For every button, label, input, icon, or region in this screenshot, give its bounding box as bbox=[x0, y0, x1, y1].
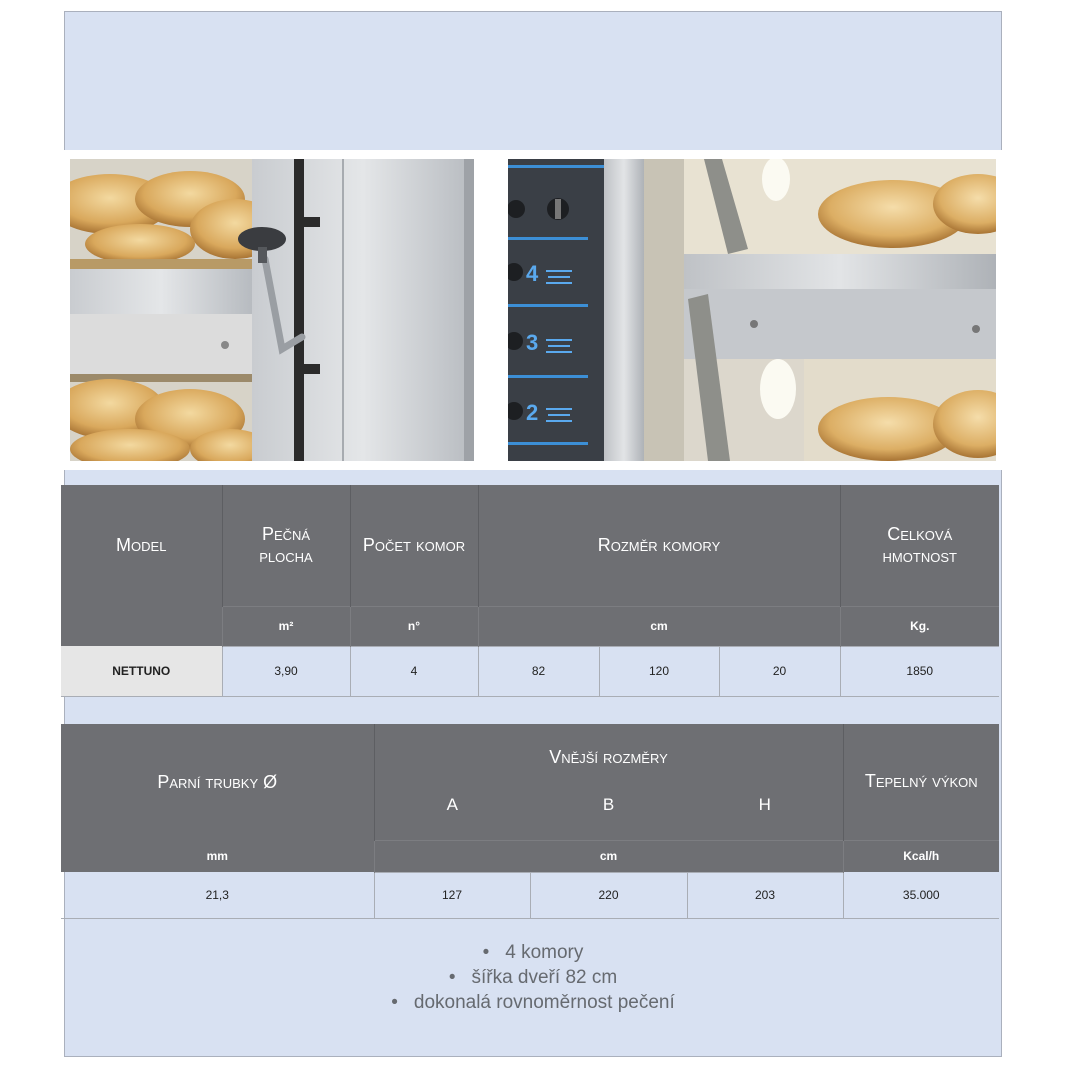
cell-dim-h: 203 bbox=[687, 872, 843, 918]
header-thermal-output: Tepelný výkon bbox=[843, 724, 999, 840]
unit-outer-dims: cm bbox=[374, 840, 843, 872]
header-dim-b: B bbox=[530, 770, 687, 840]
feature-item: • šířka dveří 82 cm bbox=[64, 965, 1002, 990]
cell-dim-b: 220 bbox=[530, 872, 687, 918]
cell-chamber-width: 82 bbox=[478, 646, 599, 696]
header-baking-area: Pečná plocha bbox=[222, 485, 350, 606]
cell-dim-a: 127 bbox=[374, 872, 530, 918]
header-steam-pipes: Parní trubky Ø bbox=[61, 724, 374, 840]
cell-model: NETTUNO bbox=[61, 646, 222, 696]
header-chamber-size: Rozměr komory bbox=[478, 485, 840, 606]
cell-thermal-output: 35.000 bbox=[843, 872, 999, 918]
header-outer-dims: Vnější rozměry bbox=[374, 724, 843, 770]
cell-baking-area: 3,90 bbox=[222, 646, 350, 696]
unit-steam-pipes: mm bbox=[61, 840, 374, 872]
chamber-3-label: 3 bbox=[526, 330, 539, 355]
cell-chamber-height: 20 bbox=[719, 646, 840, 696]
unit-chambers: n° bbox=[350, 606, 478, 646]
unit-baking-area: m² bbox=[222, 606, 350, 646]
spec-table bbox=[61, 485, 999, 697]
chamber-4-label: 4 bbox=[526, 261, 539, 286]
feature-item: • 4 komory bbox=[64, 940, 1002, 965]
feature-item: • dokonalá rovnoměrnost pečení bbox=[64, 990, 1002, 1015]
header-model: Model bbox=[61, 485, 222, 606]
unit-thermal-output: Kcal/h bbox=[843, 840, 999, 872]
chamber-2-label: 2 bbox=[526, 400, 539, 425]
header-dim-h: H bbox=[687, 770, 843, 840]
header-weight: Celková hmotnost bbox=[840, 485, 999, 606]
cell-steam-pipes: 21,3 bbox=[61, 872, 374, 918]
feature-list bbox=[64, 940, 1002, 1015]
oven-control-panel-photo bbox=[508, 159, 996, 461]
unit-chamber-size: cm bbox=[478, 606, 840, 646]
header-dim-a: A bbox=[374, 770, 530, 840]
oven-door-photo bbox=[70, 159, 474, 461]
header-chambers: Počet komor bbox=[350, 485, 478, 606]
unit-weight: Kg. bbox=[840, 606, 999, 646]
cell-chambers: 4 bbox=[350, 646, 478, 696]
photo-strip bbox=[64, 150, 1002, 470]
cell-chamber-depth: 120 bbox=[599, 646, 719, 696]
cell-weight: 1850 bbox=[840, 646, 999, 696]
dims-table bbox=[61, 724, 999, 919]
